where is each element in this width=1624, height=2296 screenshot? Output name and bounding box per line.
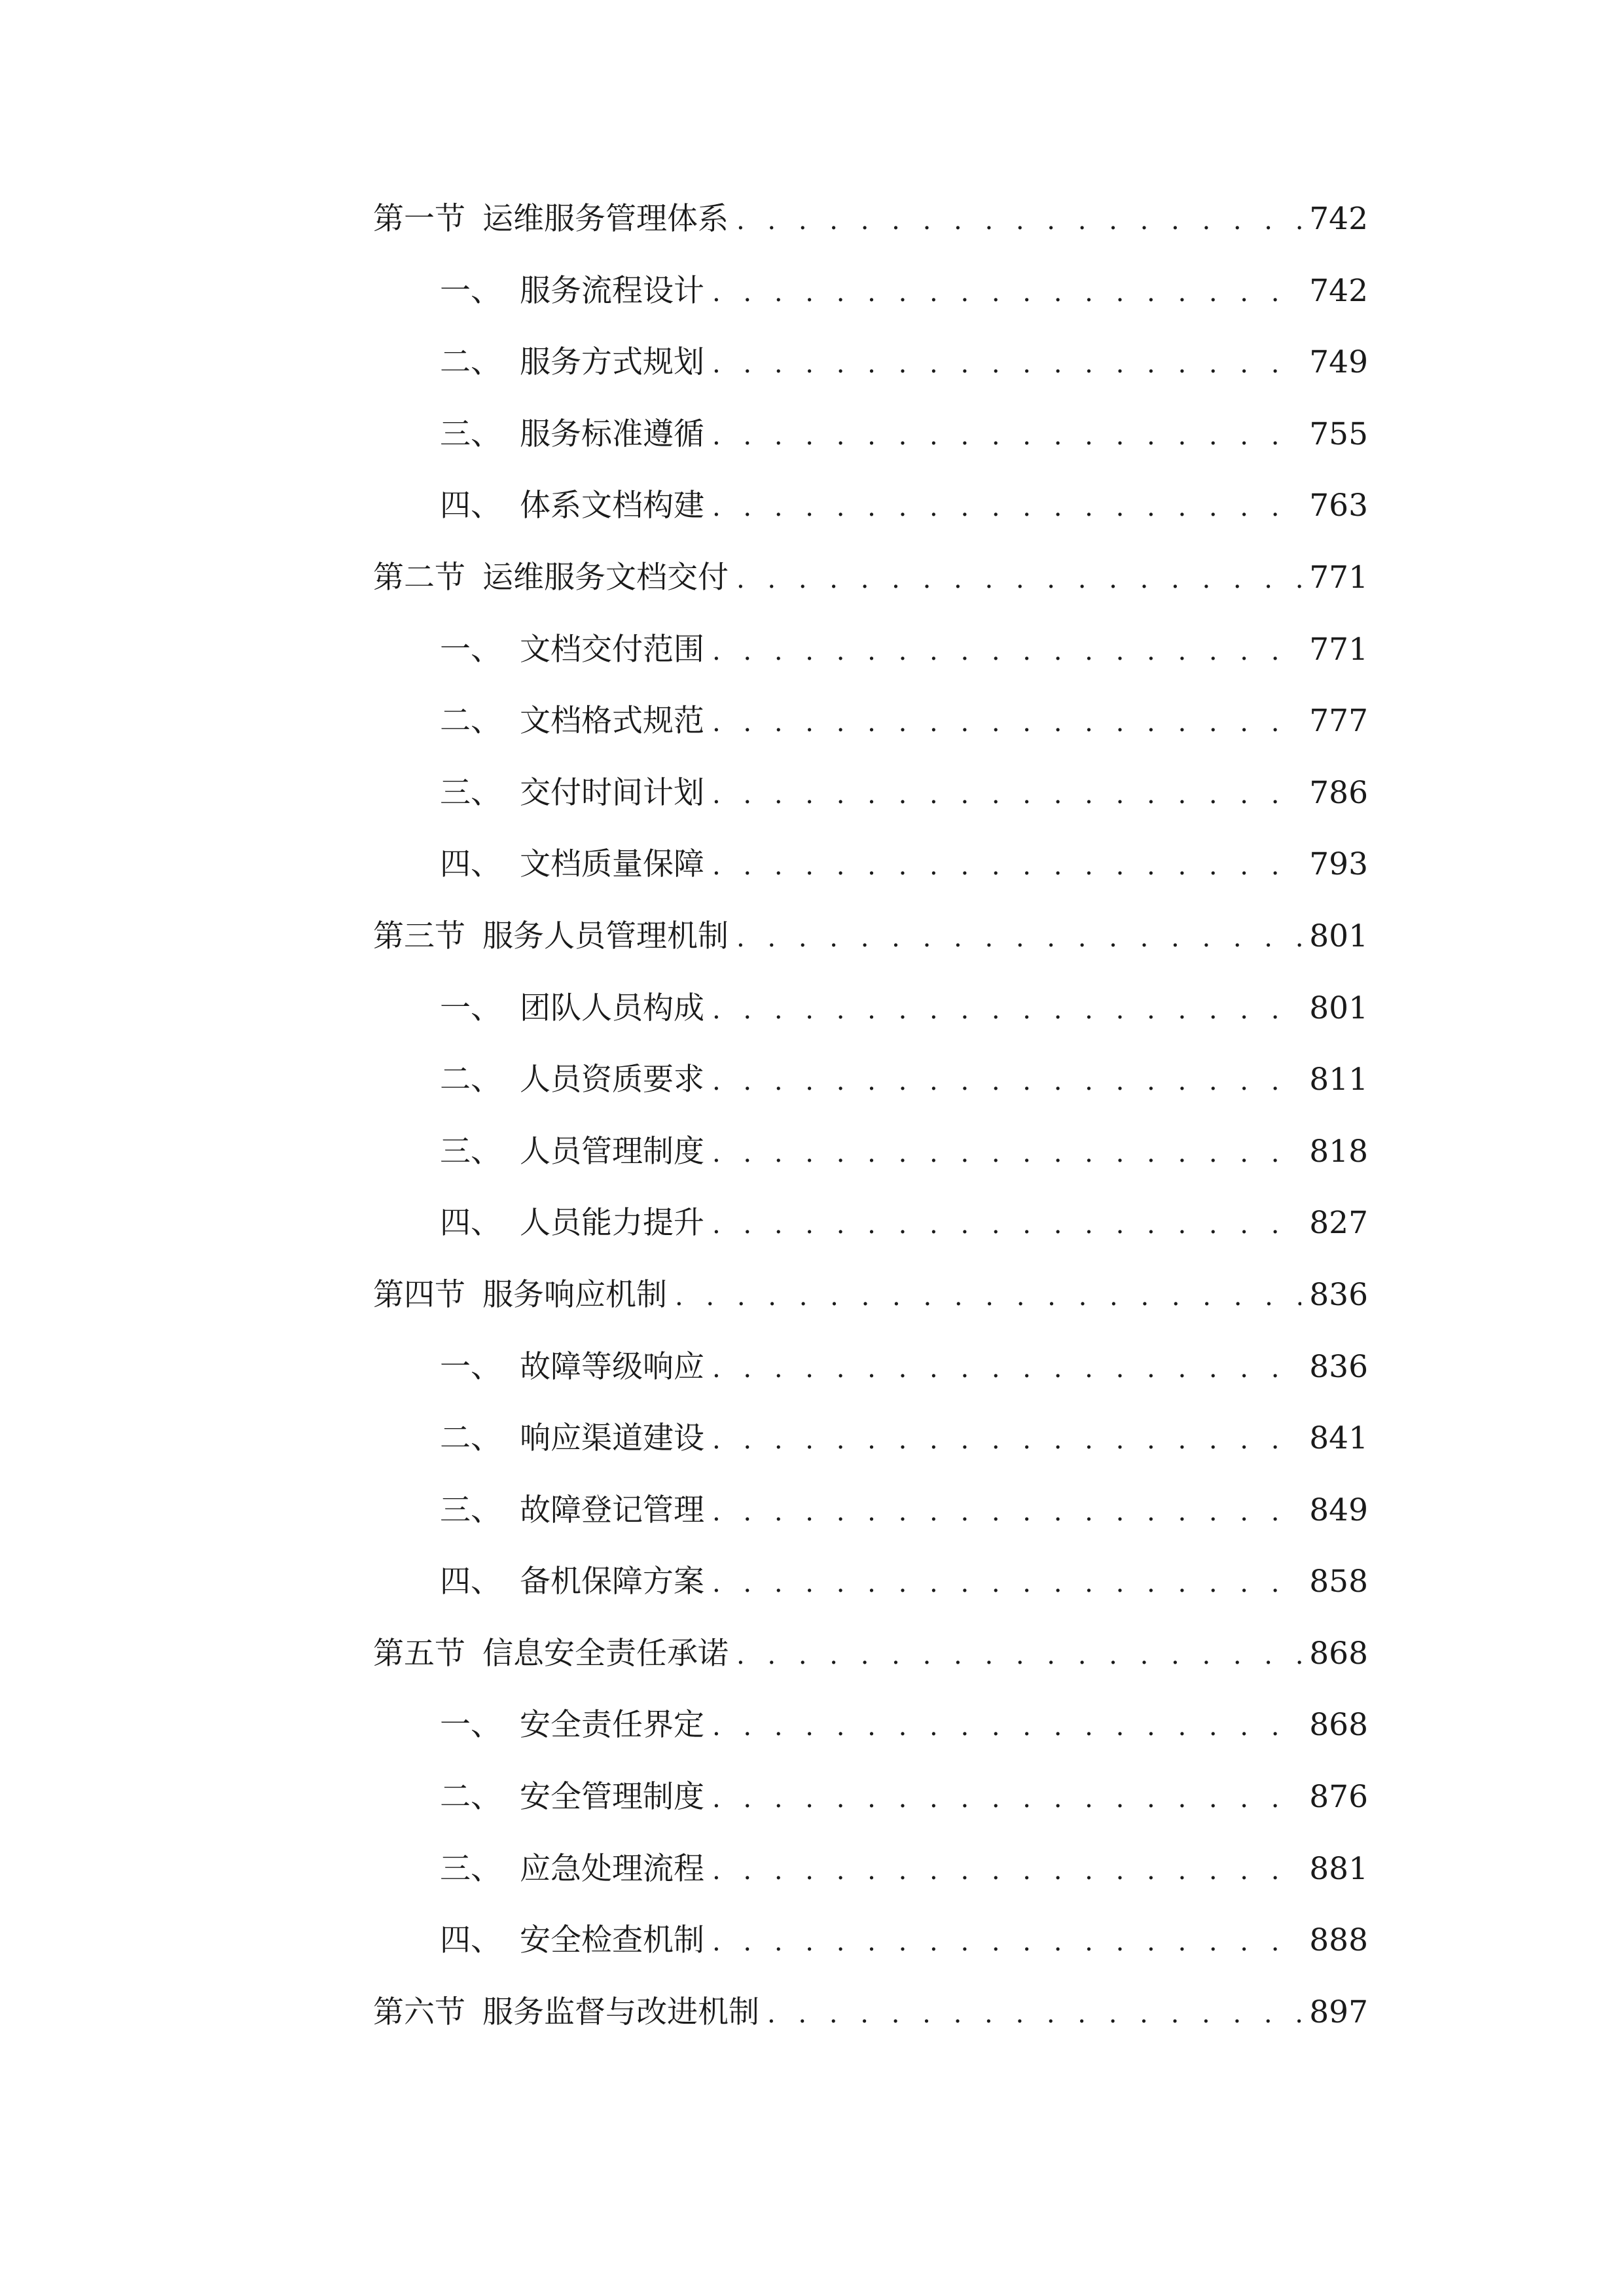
dot-leader (712, 1482, 1301, 1541)
toc-entry-title: 安全检查机制 (520, 1922, 704, 1959)
toc-entry-page-number: 763 (1309, 488, 1368, 524)
toc-entry-number: 四、 (440, 1564, 501, 1600)
toc-entry-page-number: 793 (1309, 846, 1368, 883)
dot-leader (712, 1052, 1301, 1111)
toc-entry-page-number: 841 (1309, 1420, 1368, 1457)
toc-entry-number: 四、 (440, 1922, 501, 1959)
toc-entry-title: 交付时间计划 (520, 774, 704, 811)
toc-entry-title: 文档质量保障 (520, 846, 704, 883)
toc-section-entry[interactable] (373, 1266, 1368, 1338)
toc-subsection-entry[interactable] (373, 262, 1368, 334)
toc-subsection-entry[interactable] (373, 1696, 1368, 1768)
toc-entry-title: 服务方式规划 (520, 344, 704, 381)
toc-entry-title: 人员资质要求 (520, 1062, 704, 1098)
dot-leader (736, 908, 1301, 967)
toc-entry-number: 四、 (440, 488, 501, 524)
toc-entry-number: 二、 (440, 703, 501, 740)
toc-entry-page-number: 888 (1309, 1922, 1368, 1959)
toc-entry-number: 二、 (440, 344, 501, 381)
toc-entry-number: 二、 (440, 1420, 501, 1457)
toc-entry-title: 运维服务文档交付 (482, 559, 729, 596)
toc-entry-title: 响应渠道建设 (520, 1420, 704, 1457)
dot-leader (712, 836, 1301, 895)
toc-entry-title: 备机保障方案 (520, 1564, 704, 1600)
toc-subsection-entry[interactable] (373, 405, 1368, 477)
dot-leader (712, 263, 1301, 322)
toc-entry-title: 安全责任界定 (520, 1707, 704, 1744)
toc-entry-number: 一、 (440, 631, 501, 668)
toc-entry-title: 文档格式规范 (520, 703, 704, 740)
toc-subsection-entry[interactable] (373, 620, 1368, 692)
toc-entry-title: 服务流程设计 (520, 272, 704, 309)
toc-entry-number: 三、 (440, 1850, 501, 1887)
toc-entry-page-number: 811 (1309, 1062, 1368, 1098)
toc-subsection-entry[interactable] (373, 1768, 1368, 1840)
dot-leader (712, 1841, 1301, 1900)
toc-entry-title: 运维服务管理体系 (482, 201, 729, 237)
toc-entry-page-number: 836 (1309, 1276, 1368, 1313)
toc-entry-number: 第二节 (373, 559, 465, 596)
toc-entry-number: 二、 (440, 1062, 501, 1098)
dot-leader (712, 622, 1301, 681)
toc-entry-page-number: 827 (1309, 1205, 1368, 1242)
toc-entry-title: 故障登记管理 (520, 1492, 704, 1528)
dot-leader (712, 1124, 1301, 1183)
dot-leader (712, 1912, 1301, 1971)
toc-entry-page-number: 801 (1309, 918, 1368, 954)
dot-leader (712, 1410, 1301, 1469)
toc-entry-number: 第三节 (373, 918, 465, 954)
toc-subsection-entry[interactable] (373, 692, 1368, 764)
dot-leader (712, 1195, 1301, 1254)
toc-entry-title: 安全管理制度 (520, 1779, 704, 1816)
toc-subsection-entry[interactable] (373, 1050, 1368, 1122)
toc-subsection-entry[interactable] (373, 476, 1368, 548)
toc-subsection-entry[interactable] (373, 333, 1368, 405)
toc-subsection-entry[interactable] (373, 764, 1368, 836)
toc-entry-page-number: 801 (1309, 990, 1368, 1026)
toc-entry-number: 三、 (440, 1492, 501, 1528)
toc-entry-title: 体系文档构建 (520, 488, 704, 524)
toc-entry-page-number: 881 (1309, 1850, 1368, 1887)
dot-leader (736, 550, 1301, 609)
toc-entry-page-number: 771 (1309, 631, 1368, 668)
toc-entry-page-number: 836 (1309, 1348, 1368, 1385)
toc-entry-page-number: 849 (1309, 1492, 1368, 1528)
toc-entry-page-number: 818 (1309, 1133, 1368, 1170)
dot-leader (712, 406, 1301, 465)
toc-subsection-entry[interactable] (373, 1840, 1368, 1912)
dot-leader (712, 1339, 1301, 1398)
toc-entry-number: 三、 (440, 1133, 501, 1170)
toc-section-entry[interactable] (373, 190, 1368, 262)
toc-entry-page-number: 771 (1309, 559, 1368, 596)
dot-leader (675, 1267, 1301, 1326)
toc-entry-page-number: 897 (1309, 1994, 1368, 2030)
toc-entry-title: 服务响应机制 (482, 1276, 667, 1313)
toc-entry-number: 一、 (440, 990, 501, 1026)
toc-entry-page-number: 742 (1309, 201, 1368, 237)
toc-entry-page-number: 755 (1309, 416, 1368, 452)
toc-entry-page-number: 868 (1309, 1635, 1368, 1672)
dot-leader (712, 765, 1301, 824)
toc-entry-title: 团队人员构成 (520, 990, 704, 1026)
toc-entry-title: 信息安全责任承诺 (482, 1635, 729, 1672)
toc-subsection-entry[interactable] (373, 1911, 1368, 1983)
toc-entry-page-number: 749 (1309, 344, 1368, 381)
dot-leader (712, 1554, 1301, 1613)
dot-leader (736, 191, 1301, 250)
toc-subsection-entry[interactable] (373, 1552, 1368, 1624)
dot-leader (767, 1984, 1301, 2043)
toc-entry-number: 一、 (440, 272, 501, 309)
toc-entry-title: 故障等级响应 (520, 1348, 704, 1385)
toc-entry-page-number: 777 (1309, 703, 1368, 740)
toc-subsection-entry[interactable] (373, 1409, 1368, 1481)
toc-entry-number: 四、 (440, 846, 501, 883)
toc-subsection-entry[interactable] (373, 1194, 1368, 1266)
dot-leader (712, 1697, 1301, 1756)
dot-leader (712, 478, 1301, 537)
dot-leader (712, 334, 1301, 393)
toc-entry-title: 服务监督与改进机制 (482, 1994, 759, 2030)
toc-entry-number: 第四节 (373, 1276, 465, 1313)
toc-entry-title: 服务标准遵循 (520, 416, 704, 452)
toc-section-entry[interactable] (373, 1983, 1368, 2055)
dot-leader (736, 1626, 1301, 1685)
toc-entry-number: 三、 (440, 416, 501, 452)
toc-entry-page-number: 876 (1309, 1779, 1368, 1816)
toc-entry-number: 一、 (440, 1348, 501, 1385)
toc-section-entry[interactable] (373, 1624, 1368, 1696)
toc-entry-page-number: 742 (1309, 272, 1368, 309)
toc-section-entry[interactable] (373, 907, 1368, 979)
dot-leader (712, 693, 1301, 752)
toc-subsection-entry[interactable] (373, 1122, 1368, 1194)
toc-entry-title: 人员能力提升 (520, 1205, 704, 1242)
toc-entry-title: 服务人员管理机制 (482, 918, 729, 954)
toc-entry-title: 人员管理制度 (520, 1133, 704, 1170)
toc-entry-number: 第六节 (373, 1994, 465, 2030)
toc-entry-page-number: 858 (1309, 1564, 1368, 1600)
toc-subsection-entry[interactable] (373, 979, 1368, 1051)
toc-entry-title: 应急处理流程 (520, 1850, 704, 1887)
toc-entry-title: 文档交付范围 (520, 631, 704, 668)
toc-subsection-entry[interactable] (373, 835, 1368, 907)
toc-entry-page-number: 868 (1309, 1707, 1368, 1744)
dot-leader (712, 980, 1301, 1039)
toc-entry-number: 一、 (440, 1707, 501, 1744)
toc-section-entry[interactable] (373, 548, 1368, 620)
toc-entry-number: 三、 (440, 774, 501, 811)
toc-subsection-entry[interactable] (373, 1338, 1368, 1410)
toc-entry-number: 四、 (440, 1205, 501, 1242)
dot-leader (712, 1769, 1301, 1828)
toc-entry-number: 第五节 (373, 1635, 465, 1672)
toc-subsection-entry[interactable] (373, 1481, 1368, 1553)
table-of-contents (373, 190, 1368, 2054)
toc-entry-page-number: 786 (1309, 774, 1368, 811)
toc-entry-number: 二、 (440, 1779, 501, 1816)
toc-entry-number: 第一节 (373, 201, 465, 237)
